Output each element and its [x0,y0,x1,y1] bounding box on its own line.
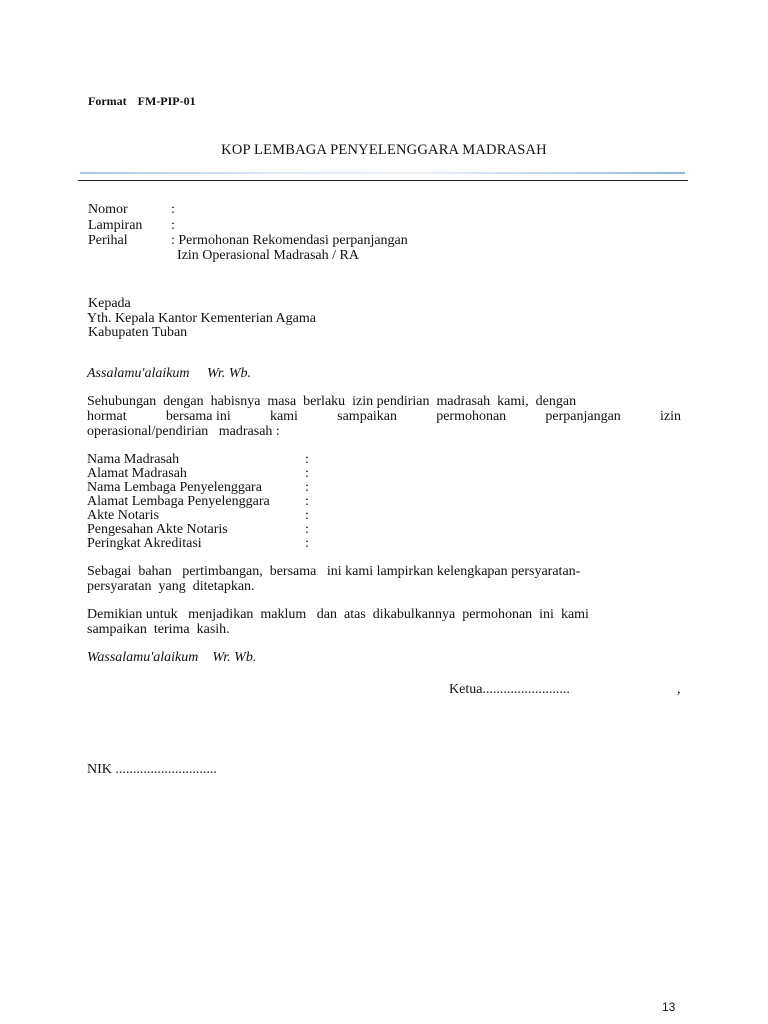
para2-line1: Sebagai bahan pertimbangan, bersama ini kami lampirkan kelengkapan persyaratan- [87,564,581,579]
letterhead-divider [78,180,688,181]
para1-line3: operasional/pendirian madrasah : [87,424,280,439]
field-colon: : [305,536,309,551]
para1-line2-word: sampaikan [337,409,398,424]
para1-line1 [87,394,681,410]
para1-line2-word: permohonan [436,409,507,424]
field-colon: : [305,508,309,523]
field-label: Nama Lembaga Penyelenggara [87,480,262,495]
field-label: Peringkat Akreditasi [87,536,202,551]
letterhead-decor-line [80,172,685,174]
para3-line1: Demikian untuk menjadikan maklum dan atas dikabulkannya permohonan ini kami [87,607,589,622]
para1-line2-word: bersama ini [165,409,231,424]
ketua-signature-line: Ketua......................... [449,682,570,697]
format-label: Format [88,94,127,108]
field-label: Alamat Madrasah [87,466,187,481]
letterhead-title: KOP LEMBAGA PENYELENGGARA MADRASAH [221,142,547,158]
para1-line2-word: izin [659,409,681,424]
perihal-value-line2: Izin Operasional Madrasah / RA [177,248,359,263]
closing-greeting: Wassalamu'alaikum Wr. Wb. [87,650,257,665]
para1-line1-text: Sehubungan dengan habisnya masa berlaku izin pendirian madrasah kami, dengan [87,394,577,409]
field-colon: : [305,522,309,537]
nomor-label: Nomor [88,202,128,217]
nik-line: NIK ............................. [87,762,217,777]
field-colon: : [305,452,309,467]
nomor-colon: : [171,202,175,217]
field-colon: : [305,494,309,509]
field-label: Nama Madrasah [87,452,180,467]
para1-line2-word: perpanjangan [545,409,621,424]
lampiran-label: Lampiran [88,218,143,233]
kepada-label: Kepada [88,296,131,311]
page-number: 13 [662,1000,676,1014]
para1-line2-word: kami [269,409,298,424]
para3-line2: sampaikan terima kasih. [87,622,230,637]
recipient-city: Kabupaten Tuban [88,325,188,340]
field-label: Akte Notaris [87,508,159,523]
perihal-value: : Permohonan Rekomendasi perpanjangan [171,233,408,248]
field-colon: : [305,480,309,495]
perihal-label: Perihal [88,233,128,248]
recipient-line: Yth. Kepala Kantor Kementerian Agama [87,311,316,326]
para1-line2 [87,409,681,425]
para2-line2: persyaratan yang ditetapkan. [87,579,255,594]
lampiran-colon: : [171,218,175,233]
greeting: Assalamu'alaikum Wr. Wb. [87,366,251,381]
field-label: Alamat Lembaga Penyelenggara [87,494,270,509]
format-id: FM-PIP-01 [137,94,196,108]
field-colon: : [305,466,309,481]
para1-line2-word: hormat [87,409,127,424]
format-code [88,94,196,109]
field-label: Pengesahan Akte Notaris [87,522,228,537]
ketua-trailing-mark: , [677,682,681,697]
